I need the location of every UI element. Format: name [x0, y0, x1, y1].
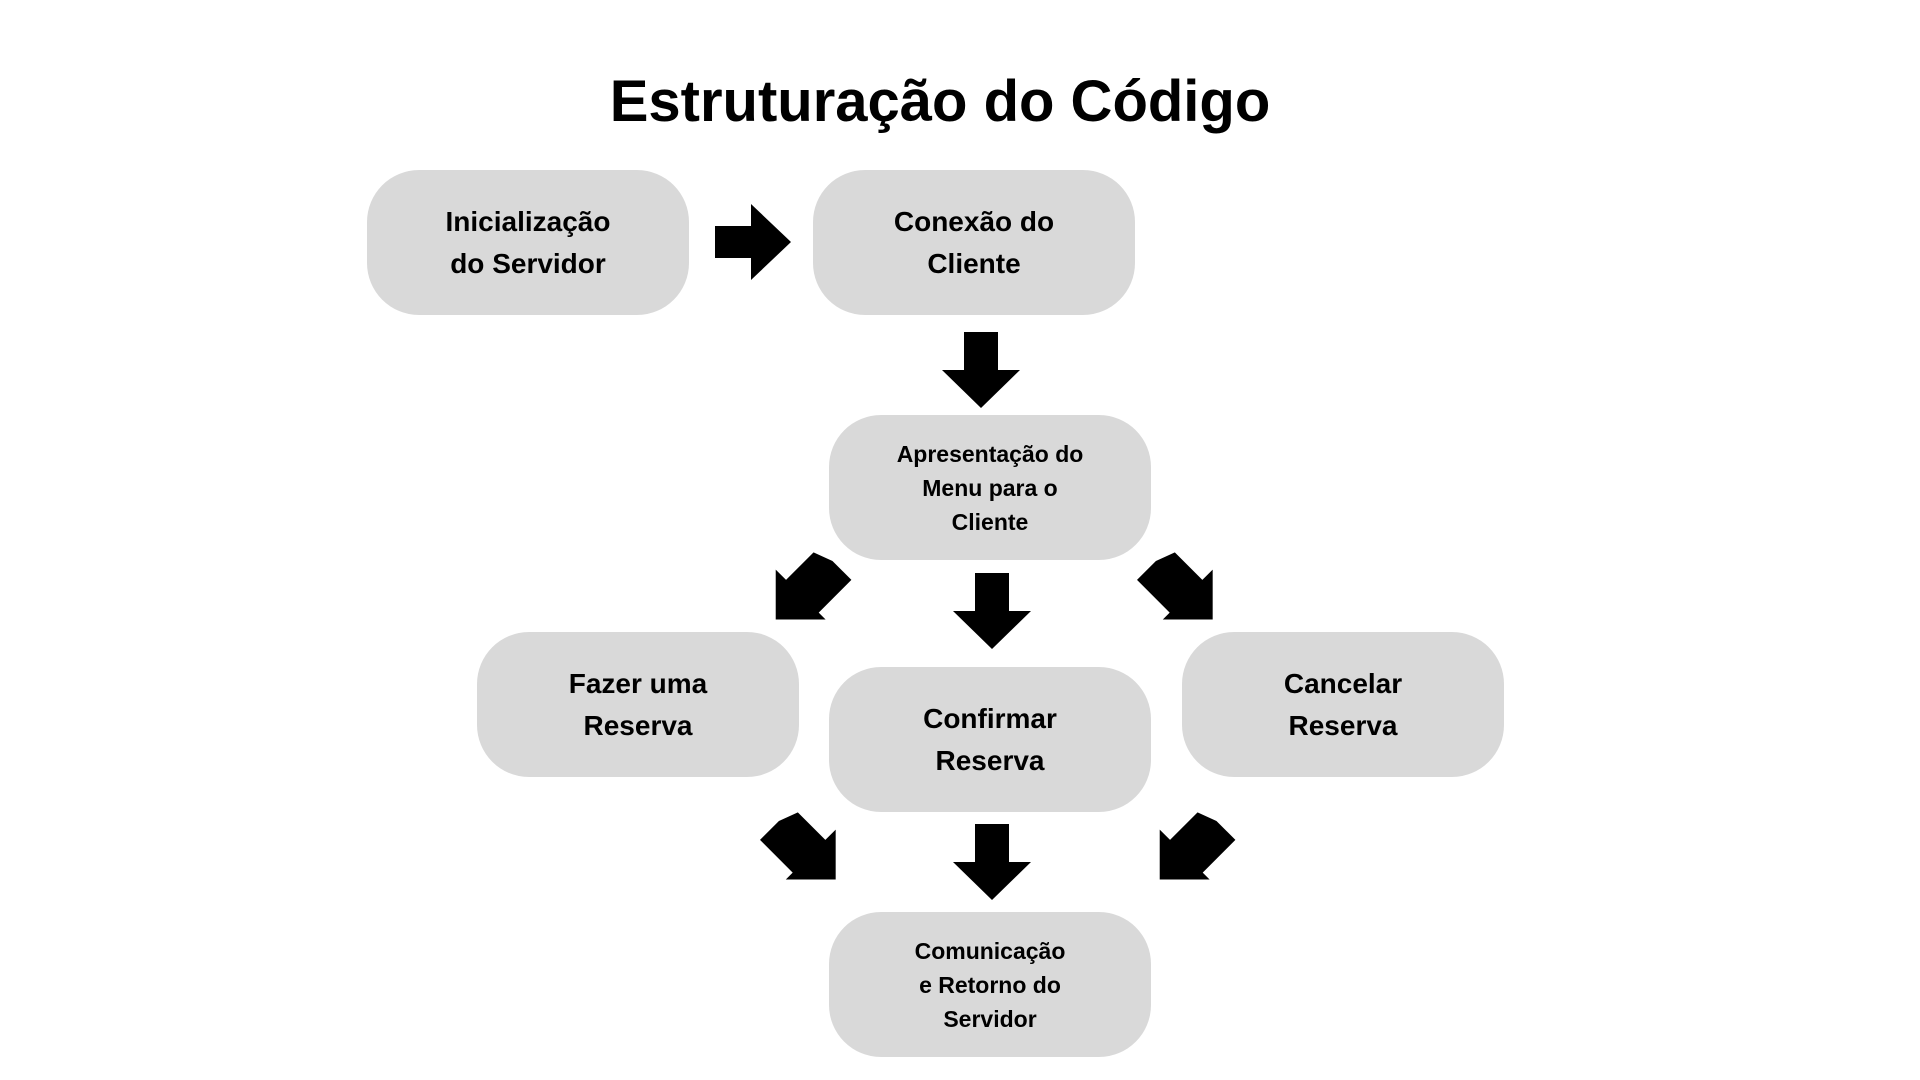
diagram-title: Estruturação do Código — [609, 69, 1271, 134]
node-label: Fazer uma Reserva — [568, 667, 708, 741]
node-cancelar-reserva — [1182, 632, 1504, 777]
node-label: Apresentação do Menu para o Cliente — [896, 440, 1084, 535]
down-right-arrow-icon — [1137, 555, 1217, 635]
node-confirmar-reserva — [829, 667, 1151, 812]
node-label: Comunicação e Retorno do Servidor — [914, 937, 1066, 1032]
node-inicializacao-do-servidor — [367, 170, 689, 315]
down-arrow-icon — [942, 332, 1022, 412]
node-label: Cancelar Reserva — [1283, 667, 1403, 741]
node-label: Conexão do Cliente — [893, 205, 1055, 279]
down-arrow-icon — [953, 824, 1033, 904]
node-apresentacao-do-menu — [829, 415, 1151, 560]
node-conexao-do-cliente — [813, 170, 1135, 315]
node-fazer-uma-reserva — [477, 632, 799, 777]
node-label: Confirmar Reserva — [923, 702, 1057, 776]
right-arrow-icon — [715, 204, 795, 284]
node-comunicacao-e-retorno — [829, 912, 1151, 1057]
node-label: Inicialização do Servidor — [445, 205, 611, 279]
down-left-arrow-icon — [1158, 815, 1238, 895]
down-left-arrow-icon — [774, 555, 854, 635]
down-right-arrow-icon — [760, 815, 840, 895]
down-arrow-icon — [953, 573, 1033, 653]
